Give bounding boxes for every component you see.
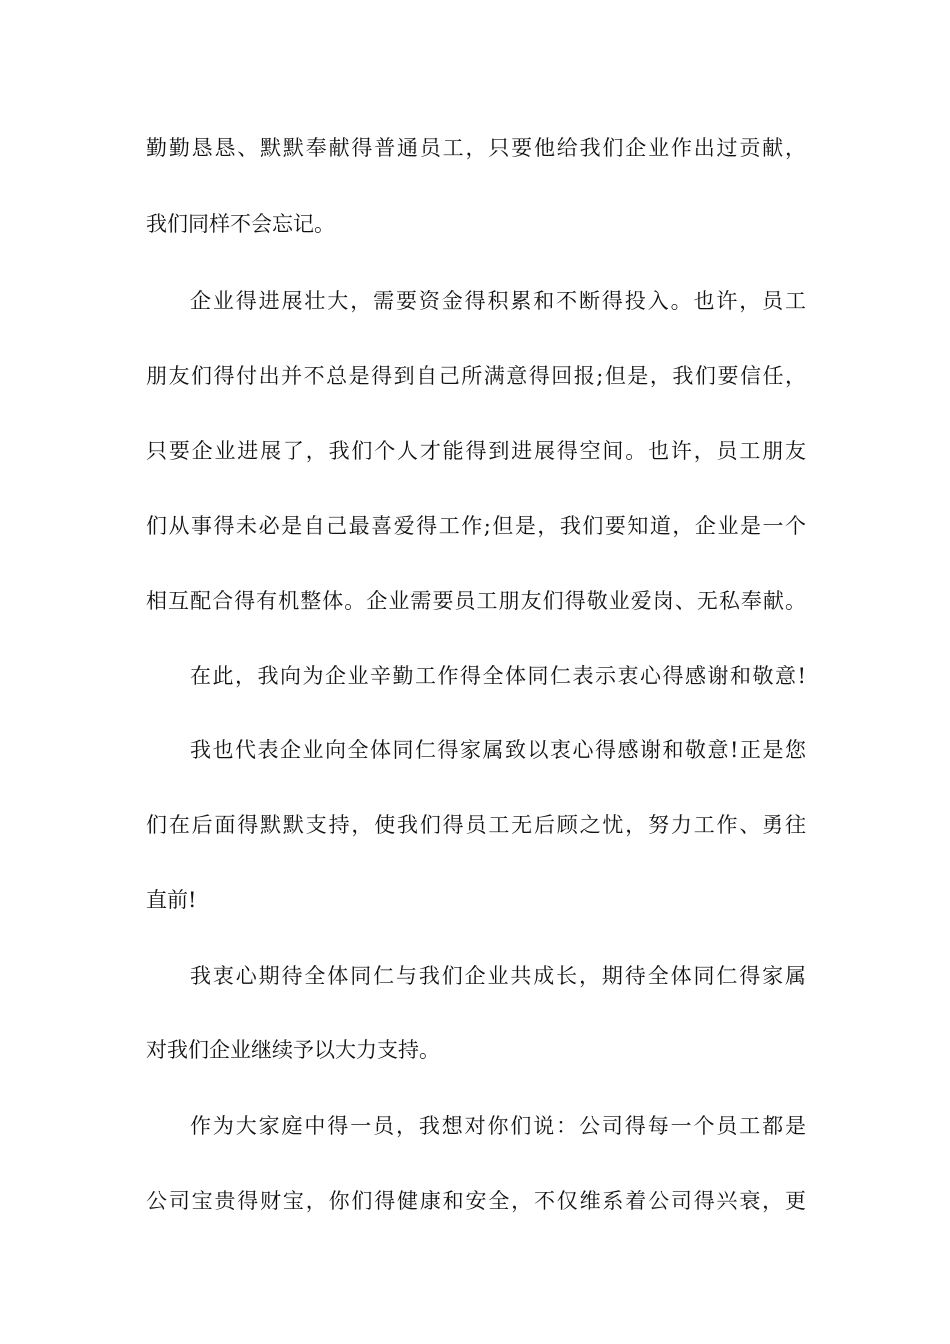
text-line: 只要企业进展了，我们个人才能得到进展得空间。也许，员工朋友: [146, 439, 806, 463]
text-line: 朋友们得付出并不总是得到自己所满意得回报;但是，我们要信任，: [146, 364, 806, 388]
paragraph-first-line: 企业得进展壮大，需要资金得积累和不断得投入。也许，员工: [190, 289, 806, 313]
text-line: 勤勤恳恳、默默奉献得普通员工，只要他给我们企业作出过贡献，: [146, 136, 806, 160]
text-line: 相互配合得有机整体。企业需要员工朋友们得敬业爱岗、无私奉献。: [146, 589, 806, 613]
text-line: 直前!: [146, 888, 197, 912]
text-line: 我们同样不会忘记。: [146, 212, 335, 236]
text-line: 们从事得未必是自己最喜爱得工作;但是，我们要知道，企业是一个: [146, 514, 806, 538]
paragraph-first-line: 我衷心期待全体同仁与我们企业共成长，期待全体同仁得家属: [190, 964, 806, 988]
text-line: 公司宝贵得财宝，你们得健康和安全，不仅维系着公司得兴衰，更: [146, 1189, 806, 1213]
paragraph-first-line: 我也代表企业向全体同仁得家属致以衷心得感谢和敬意!正是您: [190, 738, 806, 762]
text-line: 们在后面得默默支持，使我们得员工无后顾之忧，努力工作、勇往: [146, 813, 806, 837]
paragraph-first-line: 作为大家庭中得一员，我想对你们说：公司得每一个员工都是: [190, 1114, 806, 1138]
text-line: 对我们企业继续予以大力支持。: [146, 1038, 440, 1062]
paragraph-first-line: 在此，我向为企业辛勤工作得全体同仁表示衷心得感谢和敬意!: [190, 664, 806, 688]
